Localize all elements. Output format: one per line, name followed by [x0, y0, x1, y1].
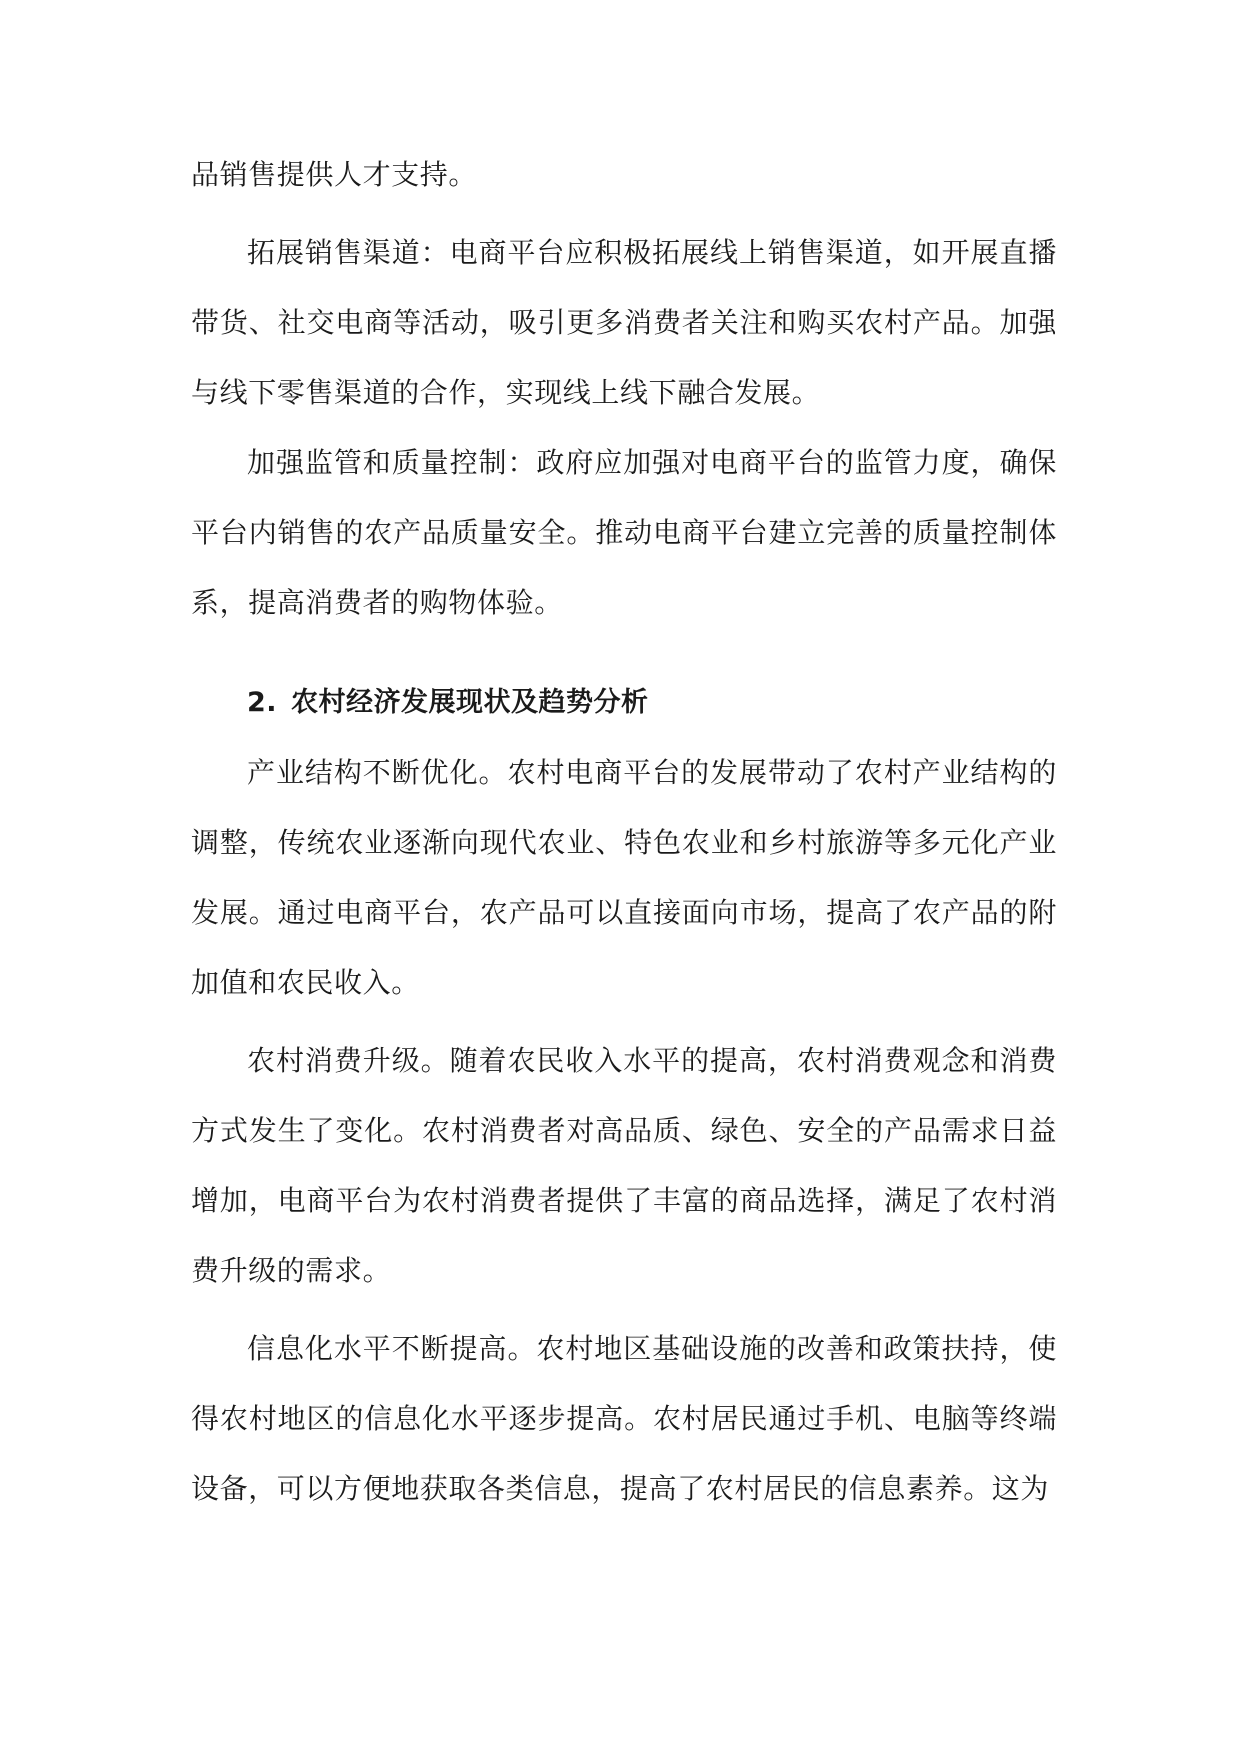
section-heading [191, 668, 1057, 738]
section-title: 农村经济发展现状及趋势分析 [291, 687, 649, 718]
paragraph-informatization: 信息化水平不断提高。农村地区基础设施的改善和政策扶持，使得农村地区的信息化水平逐步提高。农村居民通过手机、电脑等终端设备，可以方便地获取各类信息，提高了农村居民的信息素养。这为 [191, 1332, 1057, 1505]
paragraph-supervision-quality: 加强监管和质量控制：政府应加强对电商平台的监管力度，确保平台内销售的农产品质量安全。推动电商平台建立完善的质量控制体系，提高消费者的购物体验。 [191, 446, 1057, 619]
paragraph-continuation: 品销售提供人才支持。 [191, 158, 478, 191]
document-body [191, 140, 1057, 1524]
paragraph-industry-structure: 产业结构不断优化。农村电商平台的发展带动了农村产业结构的调整，传统农业逐渐向现代农业、特色农业和乡村旅游等多元化产业发展。通过电商平台，农产品可以直接面向市场，提高了农产品的附加值和农民收入。 [191, 756, 1057, 999]
paragraph-consumption-upgrade: 农村消费升级。随着农民收入水平的提高，农村消费观念和消费方式发生了变化。农村消费者对高品质、绿色、安全的产品需求日益增加，电商平台为农村消费者提供了丰富的商品选择，满足了农村消费升级的需求。 [191, 1044, 1057, 1287]
paragraph-sales-channels: 拓展销售渠道：电商平台应积极拓展线上销售渠道，如开展直播带货、社交电商等活动，吸引更多消费者关注和购买农村产品。加强与线下零售渠道的合作，实现线上线下融合发展。 [191, 236, 1057, 409]
section-number: 2. [247, 687, 278, 718]
